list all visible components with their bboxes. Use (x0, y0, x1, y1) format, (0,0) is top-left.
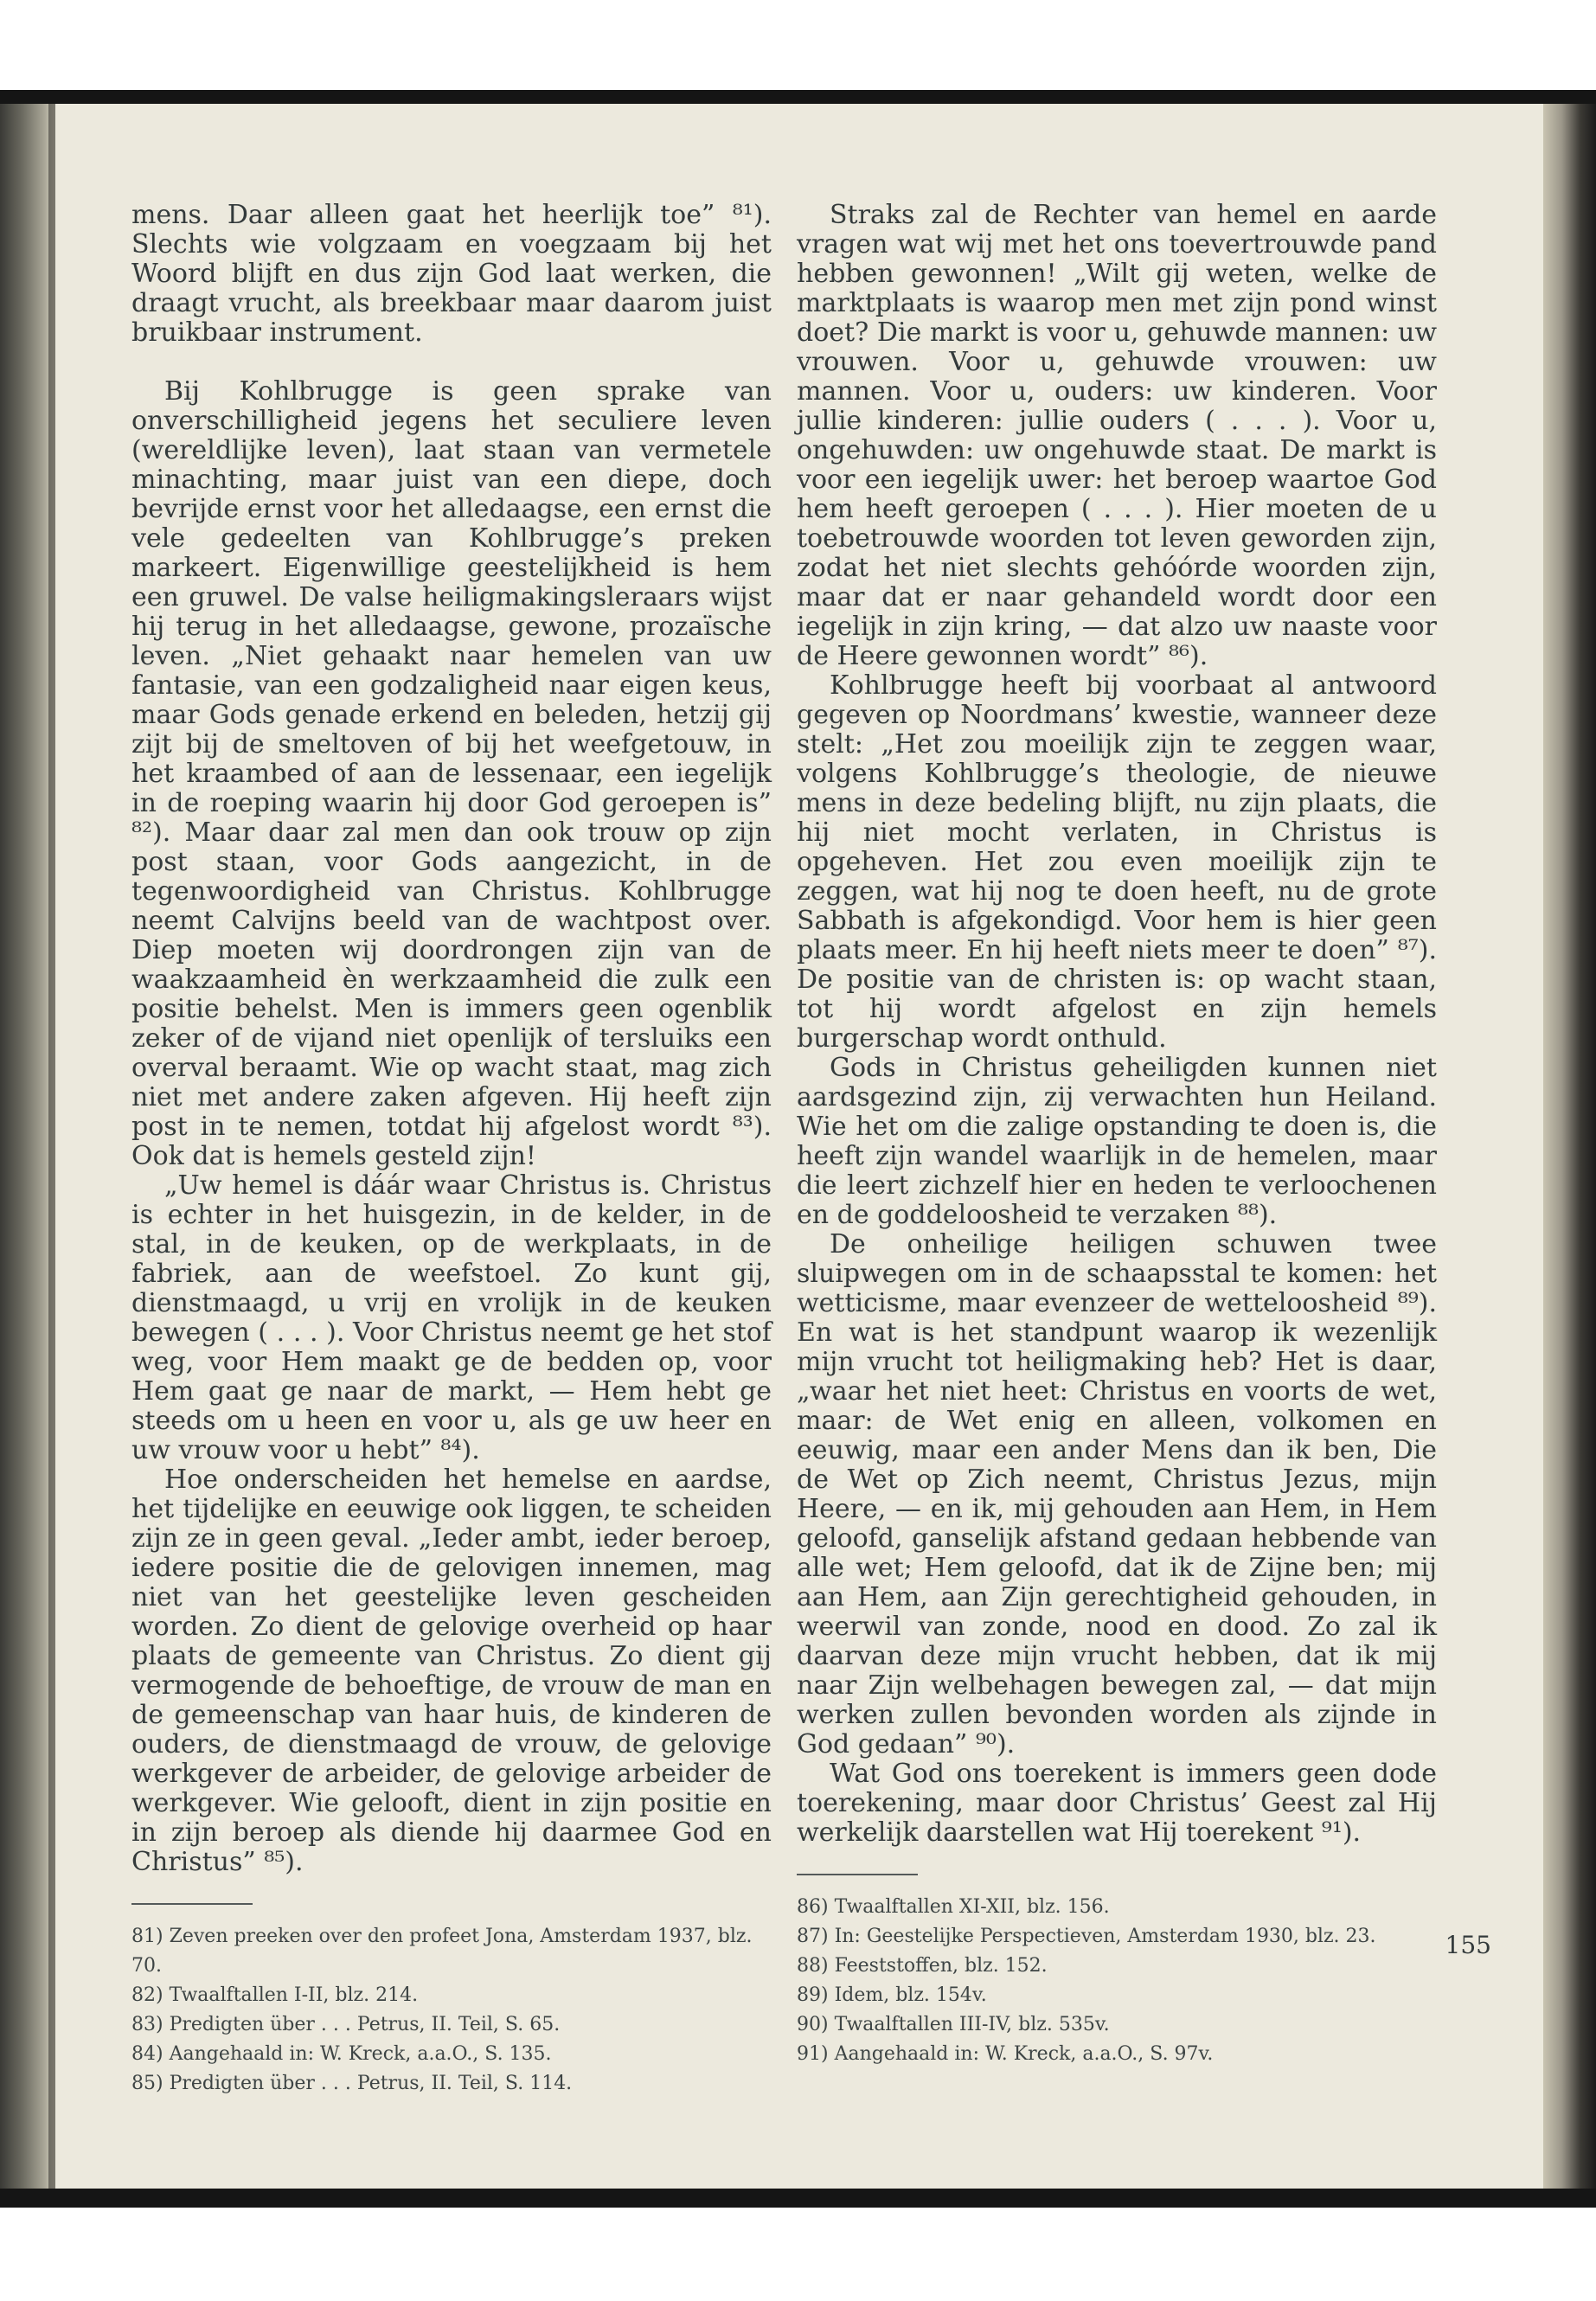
footnote: 90) Twaalftallen III-IV, blz. 535v. (797, 2014, 1110, 2035)
paragraph: Kohlbrugge heeft bij voorbaat al antwoord gegeven op Noordmans’ kwestie, wanneer deze stelt: „Het zou moeilijk zijn te zeggen waar, volgens Kohlbrugge’s theologie, de nieuwe mens in deze bedeling blijft, nu zijn plaats, die hij niet mocht verlaten, in Christus is opgeheven. Het zou even moeilijk zijn te zeggen, wat hij nog te doen heeft, nu de grote Sabbath is afgekondigd. Voor hem is hier geen plaats meer. En hij heeft niets meer te doen” ⁸⁷). De positie van de christen is: op wacht staan, tot hij wordt afgelost en zijn hemels burgerschap wordt onthuld. (797, 670, 1437, 1054)
footnote: 85) Predigten über . . . Petrus, II. Teil, S. 114. (131, 2073, 573, 2094)
page-number: 155 (1445, 1931, 1491, 1959)
scan-top-border (0, 90, 1596, 104)
footnote: 88) Feeststoffen, blz. 152. (797, 1955, 1048, 1977)
page-right-edge (1543, 104, 1596, 2189)
paragraph: Gods in Christus geheiligden kunnen niet aardsgezind zijn, zij verwachten hun Heiland. Wie het om die zalige opstanding te doen is, die heeft zijn wandel waarlijk in de hemelen, maar die leert zichzelf hier en heden te verloochenen en de goddeloosheid te verzaken ⁸⁸). (797, 1053, 1437, 1230)
paragraph: „Uw hemel is dáár waar Christus is. Christus is echter in het huisgezin, in de kelder, in de stal, in de keuken, op de werkplaats, in de fabriek, aan de weefstoel. Zo kunt gij, dienstmaagd, u vrij en vrolijk in de keuken bewegen ( . . . ). Voor Christus neemt ge het stof weg, voor Hem maakt ge de bedden op, voor Hem gaat ge naar de markt, — Hem hebt ge steeds om u heen en voor u, als ge uw heer en uw vrouw voor u hebt” ⁸⁴). (131, 1170, 772, 1465)
footnote: 91) Aangehaald in: W. Kreck, a.a.O., S. 97v. (797, 2043, 1214, 2065)
footnote-rule (797, 1874, 918, 1875)
left-column (131, 201, 772, 2099)
left-footnotes (131, 1922, 772, 2099)
footnote-rule (131, 1903, 253, 1905)
footnote: 82) Twaalftallen I-II, blz. 214. (131, 1984, 419, 2006)
paragraph: De onheilige heiligen schuwen twee sluipwegen om in de schaapsstal te komen: het wetticisme, maar evenzeer de wetteloosheid ⁸⁹). En wat is het standpunt waarop ik wezenlijk mijn vrucht tot heiligmaking heb? Het is daar, „waar het niet heet: Christus en voorts de wet, maar: de Wet enig en alleen, volkomen en eeuwig, maar een ander Mens dan ik ben, Die de Wet op Zich neemt, Christus Jezus, mijn Heere, — en ik, mij gehouden aan Hem, in Hem geloofd, ganselijk afstand gedaan hebbende van alle wet; Hem geloofd, dat ik de Zijne ben; mij aan Hem, aan Zijn gerechtigheid gehouden, in weerwil van zonde, nood en dood. Zo zal ik daarvan deze mijn vrucht hebben, dat ik mij naar Zijn welbehagen bewegen zal, — dat mijn werken zullen bevonden worden als zijnde in God gedaan” ⁹⁰). (797, 1229, 1437, 1759)
paragraph: mens. Daar alleen gaat het heerlijk toe” ⁸¹). Slechts wie volgzaam en voegzaam bij het Woord blijft en dus zijn God laat werken, die draagt vrucht, als breekbaar maar daarom juist bruikbaar instrument. (131, 200, 772, 348)
scan-bottom-margin (0, 2208, 1596, 2301)
footnote: 81) Zeven preeken over den profeet Jona, Amsterdam 1937, blz. 70. (131, 1926, 753, 1977)
scan-top-margin (0, 0, 1596, 93)
footnote: 83) Predigten über . . . Petrus, II. Teil, S. 65. (131, 2014, 561, 2035)
footnote: 86) Twaalftallen XI-XII, blz. 156. (797, 1896, 1110, 1918)
right-column-body (797, 201, 1437, 1848)
right-column (797, 201, 1437, 2069)
scan-bottom-border (0, 2189, 1596, 2208)
paragraph: Straks zal de Rechter van hemel en aarde vragen wat wij met het ons toevertrouwde pand hebben gewonnen! „Wilt gij weten, welke de marktplaats is waarop men met zijn pond winst doet? Die markt is voor u, gehuwde mannen: uw vrouwen. Voor u, gehuwde vrouwen: uw mannen. Voor u, ouders: uw kinderen. Voor jullie kinderen: jullie ouders ( . . . ). Voor u, ongehuwden: uw ongehuwde staat. De markt is voor een iegelijk uwer: het beroep waartoe God hem heeft geroepen ( . . . ). Hier moeten de u toebetrouwde woorden tot leven geworden zijn, zodat het niet slechts gehóórde woorden zijn, maar dat er naar gehandeld wordt door een iegelijk in zijn kring, — dat alzo uw naaste voor de Heere gewonnen wordt” ⁸⁶). (797, 200, 1437, 671)
footnote: 89) Idem, blz. 154v. (797, 1984, 987, 2006)
left-column-body (131, 201, 772, 1877)
right-footnotes (797, 1893, 1437, 2069)
paragraph: Hoe onderscheiden het hemelse en aardse, het tijdelijke en eeuwige ook liggen, te scheiden zijn ze in geen geval. „Ieder ambt, ieder beroep, iedere positie die de gelovigen innemen, mag niet van het geestelijke leven gescheiden worden. Zo dient de gelovige overheid op haar plaats de gemeente van Christus. Zo dient gij vermogende de behoeftige, de vrouw de man en de gemeenschap van haar huis, de kinderen de ouders, de dienstmaagd de vrouw, de gelovige werkgever de arbeider, de gelovige arbeider de werkgever. Wie gelooft, dient in zijn positie en in zijn beroep als diende hij daarmee God en Christus” ⁸⁵). (131, 1465, 772, 1877)
book-binding-shadow (0, 104, 55, 2189)
paragraph: Wat God ons toerekent is immers geen dode toerekening, maar door Christus’ Geest zal Hij werkelijk daarstellen wat Hij toerekent ⁹¹). (797, 1759, 1437, 1848)
footnote: 84) Aangehaald in: W. Kreck, a.a.O., S. 135. (131, 2043, 552, 2065)
footnote: 87) In: Geestelijke Perspectieven, Amsterdam 1930, blz. 23. (797, 1926, 1376, 1947)
paragraph: Bij Kohlbrugge is geen sprake van onverschilligheid jegens het seculiere leven (wereldlijke leven), laat staan van vermetele minachting, maar juist van een diepe, doch bevrijde ernst voor het alledaagse, een ernst die vele gedeelten van Kohlbrugge’s preken markeert. Eigenwillige geestelijkheid is hem een gruwel. De valse heiligmakingsleraars wijst hij terug in het alledaagse, gewone, prozaïsche leven. „Niet gehaakt naar hemelen van uw fantasie, van een godzaligheid naar eigen keus, maar Gods genade erkend en beleden, hetzij gij zijt bij de smeltoven of bij het weefgetouw, in het kraambed of aan de lessenaar, een iegelijk in de roeping waarin hij door God geroepen is” ⁸²). Maar daar zal men dan ook trouw op zijn post staan, voor Gods aangezicht, in de tegenwoordigheid van Christus. Kohlbrugge neemt Calvijns beeld van de wachtpost over. Diep moeten wij doordrongen zijn van de waakzaamheid èn werkzaamheid die zulk een positie behelst. Men is immers geen ogenblik zeker of de vijand niet openlijk of tersluiks een overval beraamt. Wie op wacht staat, mag zich niet met andere zaken afgeven. Hij heeft zijn post in te nemen, totdat hij afgelost wordt ⁸³). Ook dat is hemels gesteld zijn! (131, 376, 772, 1171)
book-page (55, 104, 1543, 2189)
